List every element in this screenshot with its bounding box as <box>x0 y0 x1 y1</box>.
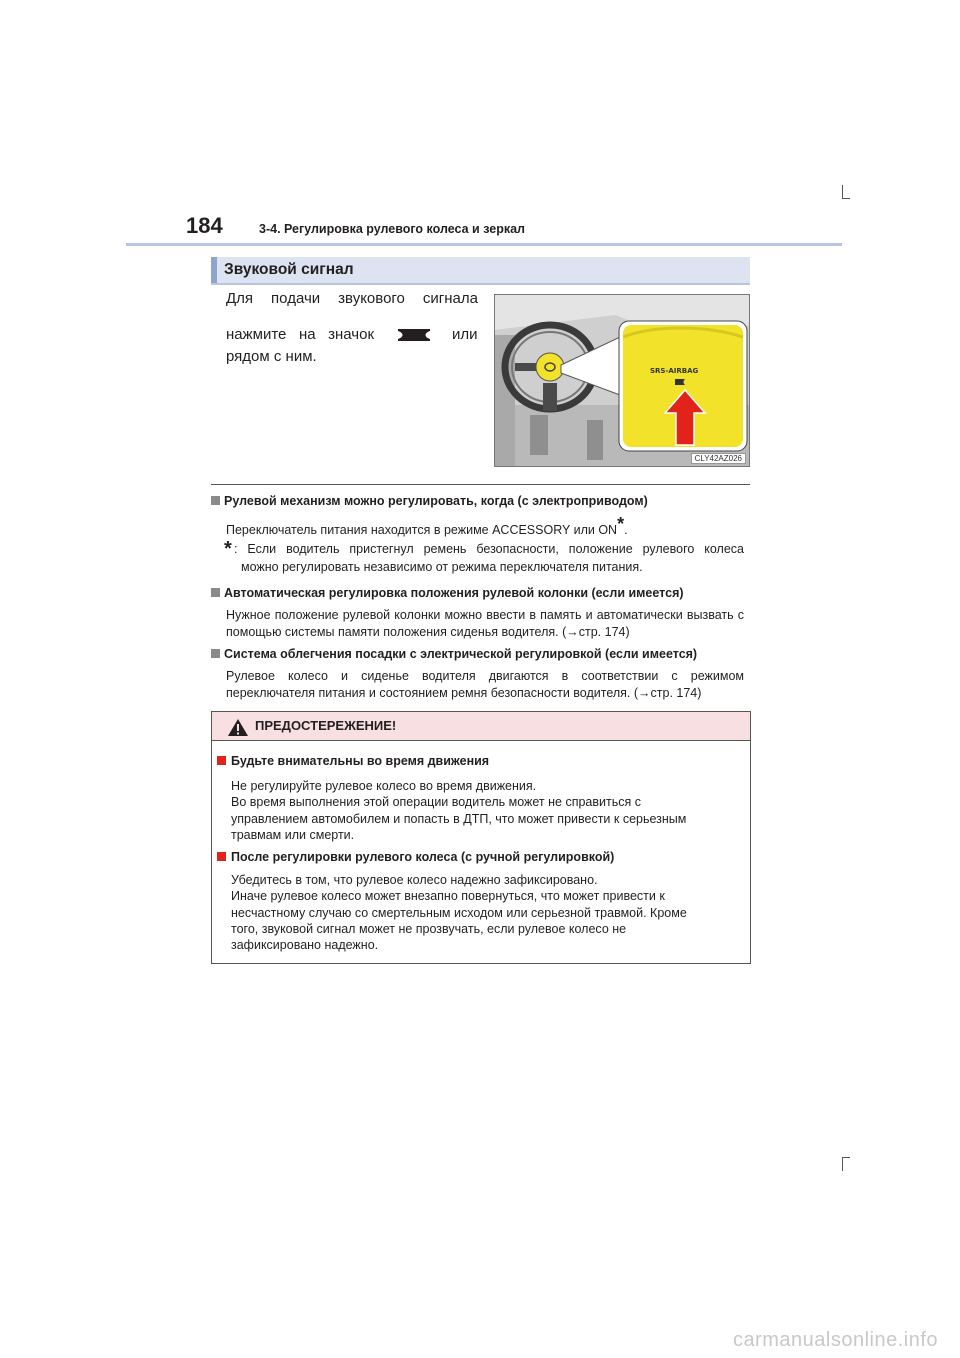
footnote-line-2: можно регулировать независимо от режима переключателя питания. <box>241 560 643 574</box>
bullet-square <box>211 588 220 597</box>
warning-item-heading-text: После регулировки рулевого колеса (с ручной регулировкой) <box>231 850 615 864</box>
bullet-square <box>211 496 220 505</box>
warning-title: ПРЕДОСТЕРЕЖЕНИЕ! <box>255 718 397 733</box>
warning-header <box>212 712 750 741</box>
warning-item-text-driving <box>231 778 740 843</box>
warning-line: зафиксировано надежно. <box>231 938 379 953</box>
warning-triangle-icon <box>227 718 249 737</box>
intro-line-2a: нажмите на значок <box>226 326 374 343</box>
steering-wheel-illustration <box>494 294 750 467</box>
paragraph-text-auto: Нужное положение рулевой колонки можно ввести в память и автоматически вызвать с помощью системы памяти положения сиденья водителя. (→стр. 174) <box>226 608 744 639</box>
warning-line: управлением автомобилем и попасть в ДТП, что может привести к серьезным <box>231 811 687 826</box>
section-title: Звуковой сигнал <box>224 261 354 278</box>
warning-line: Иначе рулевое колесо может внезапно повернуться, что может привести к <box>231 889 665 904</box>
watermark: carmanualsonline.info <box>732 1329 938 1351</box>
paragraph-text-end: . <box>624 523 628 537</box>
warning-line: несчастному случаю со смертельным исходом или серьезной травмой. Кроме <box>231 905 687 920</box>
paragraph-text: Переключатель питания находится в режиме ACCESSORY или ON <box>226 523 618 537</box>
crop-mark <box>842 185 843 199</box>
illustration-svg <box>495 295 750 467</box>
section-heading-bar <box>211 257 750 285</box>
crop-mark <box>842 1157 843 1171</box>
warning-item-text-adjust <box>231 872 740 953</box>
paragraph-heading-entry <box>211 647 697 661</box>
section-accent <box>211 257 217 283</box>
footnote-symbol: * <box>224 538 232 560</box>
paragraph-heading-text: Автоматическая регулировка положения рулевой колонки (если имеется) <box>224 586 684 600</box>
paragraph-text-entry: Рулевое колесо и сиденье водителя двигаются в соответствии с режимом переключателя питания и состоянием ремня безопасности водителя. (→стр. 174) <box>226 669 744 700</box>
intro-line-2b: или <box>452 326 478 343</box>
intro-line-1 <box>226 290 478 307</box>
paragraph-text-power <box>226 516 744 539</box>
warning-bullet-square <box>217 756 226 765</box>
footnote-mark: * <box>617 514 625 534</box>
paragraph-heading-text: Система облегчения посадки с электрической регулировкой (если имеется) <box>224 647 698 661</box>
warning-line: того, звуковой сигнал может не прозвучать, если рулевое колесо не <box>231 921 627 936</box>
warning-box <box>211 711 751 964</box>
airbag-label: SRS-AIRBAG <box>650 367 699 375</box>
paragraph-heading-text: Рулевой механизм можно регулировать, когда (с электроприводом) <box>224 494 648 508</box>
paragraph-heading-auto <box>211 586 684 600</box>
footnote-line-1: : Если водитель пристегнул ремень безопасности, положение рулевого колеса <box>234 542 744 556</box>
warning-line: Во время выполнения этой операции водитель может не справиться с <box>231 795 641 810</box>
intro-line-1-text: Для подачи звукового сигнала <box>226 290 478 307</box>
bullet-square <box>211 649 220 658</box>
warning-bullet-square <box>217 852 226 861</box>
crop-mark <box>842 198 850 199</box>
section-divider <box>211 484 750 485</box>
paragraph-heading-power <box>211 494 648 508</box>
chapter-title: 3-4. Регулировка рулевого колеса и зеркал <box>259 222 525 236</box>
warning-item-heading-adjust <box>217 850 614 864</box>
illustration-code: CLY42AZ026 <box>691 453 746 464</box>
warning-item-heading-text: Будьте внимательны во время движения <box>231 754 490 768</box>
warning-item-heading-driving <box>217 754 489 768</box>
intro-line-3: рядом с ним. <box>226 348 317 365</box>
warning-line: травмам или смерти. <box>231 827 355 842</box>
warning-line: Не регулируйте рулевое колесо во время движения. <box>231 779 537 793</box>
page-number: 184 <box>186 213 223 238</box>
warning-line: Убедитесь в том, что рулевое колесо надежно зафиксировано. <box>231 873 598 887</box>
header-rule <box>126 243 842 246</box>
horn-icon <box>394 325 434 345</box>
crop-mark <box>842 1157 850 1158</box>
